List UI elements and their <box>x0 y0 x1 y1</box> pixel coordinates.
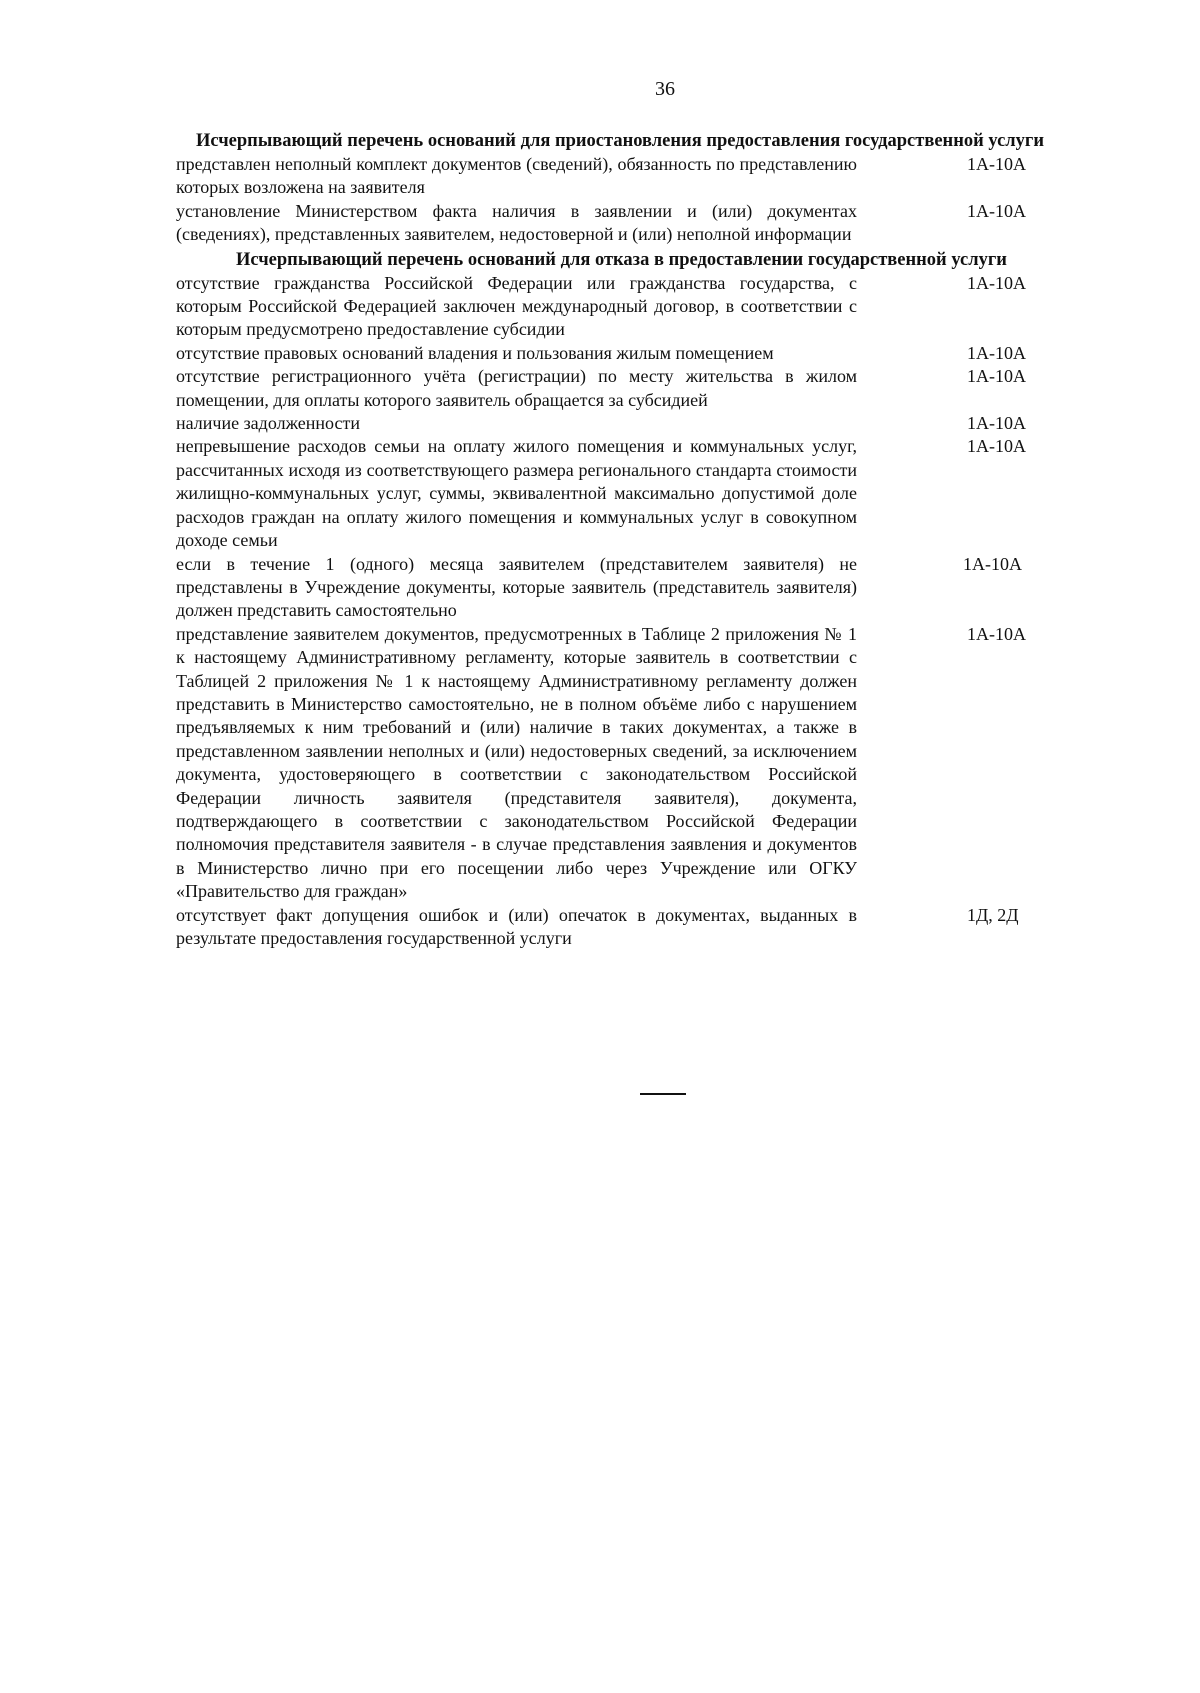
table-row <box>176 365 1136 412</box>
table-row <box>176 153 1136 200</box>
end-of-document-rule <box>640 1093 686 1095</box>
row-code: 1А-10А <box>967 436 1026 457</box>
row-code: 1А-10А <box>967 623 1026 644</box>
document-body <box>176 130 1136 950</box>
table-row <box>176 272 1136 342</box>
table-row <box>176 623 1136 904</box>
section-heading-suspension: Исчерпывающий перечень оснований для приостановления предоставления государственной услуги <box>196 131 1044 151</box>
row-code: 1А-10А <box>967 342 1026 363</box>
table-row <box>176 342 1136 365</box>
row-code: 1А-10А <box>967 272 1026 293</box>
section-heading-refusal: Исчерпывающий перечень оснований для отказа в предоставлении государственной услуги <box>236 249 1007 270</box>
page-number: 36 <box>655 78 675 100</box>
row-text: отсутствие правовых оснований владения и пользования жилым помещением <box>176 342 774 363</box>
row-text: непревышение расходов семьи на оплату жилого помещения и коммунальных услуг, рассчитанных исходя из соответствующего размера регионального стандарта стоимости жилищно-коммунальных услуг, суммы, эквивалентной максимально допустимой доле расходов граждан на оплату жилого помещения и коммунальных услуг в совокупном доходе семьи <box>176 436 857 551</box>
row-code: 1А-10А <box>967 200 1026 221</box>
row-text: представлен неполный комплект документов (сведений), обязанность по представлению которых возложена на заявителя <box>176 154 857 198</box>
table-row <box>176 412 1136 435</box>
row-text: отсутствует факт допущения ошибок и (или) опечаток в документах, выданных в результате предоставления государственной услуги <box>176 904 857 948</box>
row-code: 1Д, 2Д <box>967 904 1019 925</box>
row-text: представление заявителем документов, предусмотренных в Таблице 2 приложения № 1 к настоящему Административному регламенту, которые заявитель в соответствии с Таблицей 2 приложения № 1 к настоящему Административному регламенту должен представить в Министерство самостоятельно, не в полном объёме либо с нарушением предъявляемых к ним требований и (или) наличие в таких документах, а также в представленном заявлении неполных и (или) недостоверных сведений, за исключением документа, удостоверяющего в соответствии с законодательством Российской Федерации личность заявителя (представителя заявителя), документа, подтверждающего в соответствии с законодательством Российской Федерации полномочия представителя заявителя - в случае представления заявления и документов в Министерство лично при его посещении либо через Учреждение или ОГКУ «Правительство для граждан» <box>176 623 857 902</box>
row-code: 1А-10А <box>967 413 1026 434</box>
table-row <box>176 200 1136 247</box>
row-text: если в течение 1 (одного) месяца заявителем (представителем заявителя) не представлены в Учреждение документы, которые заявитель (представитель заявителя) должен представить самостоятельно <box>176 553 857 621</box>
row-text: установление Министерством факта наличия в заявлении и (или) документах (сведениях), представленных заявителем, недостоверной и (или) неполной информации <box>176 200 857 245</box>
row-code: 1А-10А <box>967 366 1026 387</box>
row-text: наличие задолженности <box>176 413 360 434</box>
row-text: отсутствие регистрационного учёта (регистрации) по месту жительства в жилом помещении, для оплаты которого заявитель обращается за субсидией <box>176 366 857 410</box>
row-code: 1А-10А <box>963 553 1022 574</box>
row-code: 1А-10А <box>967 154 1026 174</box>
table-row <box>176 904 1136 951</box>
table-row <box>176 435 1136 552</box>
table-row <box>176 553 1136 623</box>
row-text: отсутствие гражданства Российской Федерации или гражданства государства, с которым Российской Федерацией заключен международный договор, в соответствии с которым предусмотрено предоставление субсидии <box>176 272 857 340</box>
